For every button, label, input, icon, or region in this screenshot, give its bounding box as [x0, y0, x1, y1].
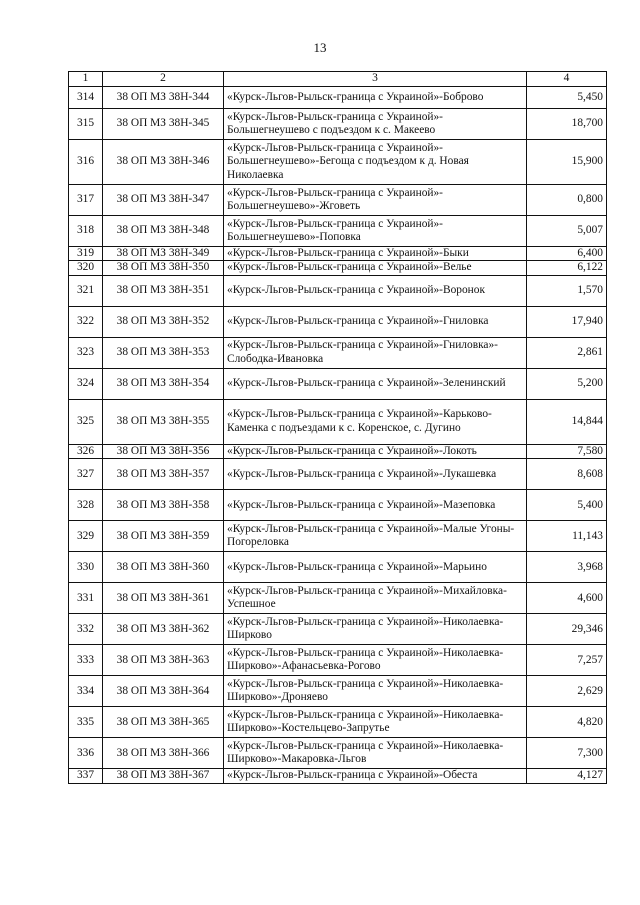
row-number: 319 — [69, 247, 103, 261]
road-length: 5,400 — [527, 490, 607, 521]
header-row — [69, 72, 607, 87]
road-name: «Курск-Льгов-Рыльск-граница с Украиной»-Николаевка-Ширково»-Афанасьевка-Рогово — [224, 645, 527, 676]
row-number: 314 — [69, 87, 103, 109]
table-row — [69, 645, 607, 676]
road-name: «Курск-Льгов-Рыльск-граница с Украиной»-Николаевка-Ширково»-Костельцево-Запрутье — [224, 707, 527, 738]
table-row — [69, 216, 607, 247]
road-length: 4,127 — [527, 769, 607, 783]
road-name: «Курск-Льгов-Рыльск-граница с Украиной»-Большегнеушево»-Жговеть — [224, 185, 527, 216]
road-code: 38 ОП МЗ 38Н-349 — [103, 247, 224, 261]
road-code: 38 ОП МЗ 38Н-350 — [103, 261, 224, 275]
road-code: 38 ОП МЗ 38Н-354 — [103, 368, 224, 399]
road-name: «Курск-Льгов-Рыльск-граница с Украиной»-Велье — [224, 261, 527, 275]
table-row — [69, 261, 607, 275]
header-col-4: 4 — [527, 72, 607, 87]
road-code: 38 ОП МЗ 38Н-353 — [103, 337, 224, 368]
row-number: 321 — [69, 275, 103, 306]
road-name: «Курск-Льгов-Рыльск-граница с Украиной»-Николаевка-Ширково»-Макаровка-Льгов — [224, 738, 527, 769]
row-number: 322 — [69, 306, 103, 337]
road-length: 1,570 — [527, 275, 607, 306]
header-col-3: 3 — [224, 72, 527, 87]
road-name: «Курск-Льгов-Рыльск-граница с Украиной»-Николаевка-Ширково — [224, 614, 527, 645]
table-row — [69, 399, 607, 444]
road-length: 3,968 — [527, 552, 607, 583]
road-length: 6,122 — [527, 261, 607, 275]
road-name: «Курск-Льгов-Рыльск-граница с Украиной»-Лукашевка — [224, 459, 527, 490]
road-code: 38 ОП МЗ 38Н-364 — [103, 676, 224, 707]
row-number: 335 — [69, 707, 103, 738]
road-length: 7,257 — [527, 645, 607, 676]
road-name: «Курск-Льгов-Рыльск-граница с Украиной»-Большегнеушево с подъездом к с. Макеево — [224, 109, 527, 140]
road-code: 38 ОП МЗ 38Н-362 — [103, 614, 224, 645]
road-code: 38 ОП МЗ 38Н-347 — [103, 185, 224, 216]
road-name: «Курск-Льгов-Рыльск-граница с Украиной»-Воронок — [224, 275, 527, 306]
road-code: 38 ОП МЗ 38Н-365 — [103, 707, 224, 738]
row-number: 326 — [69, 444, 103, 458]
table-row — [69, 444, 607, 458]
row-number: 337 — [69, 769, 103, 783]
road-length: 7,580 — [527, 444, 607, 458]
table-row — [69, 707, 607, 738]
table-row — [69, 87, 607, 109]
road-name: «Курск-Льгов-Рыльск-граница с Украиной»-Марьино — [224, 552, 527, 583]
header-col-1: 1 — [69, 72, 103, 87]
table-header — [69, 72, 607, 87]
table-row — [69, 109, 607, 140]
road-name: «Курск-Льгов-Рыльск-граница с Украиной»-Карьково-Каменка с подъездами к с. Коренское, с. Дугино — [224, 399, 527, 444]
road-length: 15,900 — [527, 140, 607, 185]
road-length: 14,844 — [527, 399, 607, 444]
road-code: 38 ОП МЗ 38Н-344 — [103, 87, 224, 109]
table-row — [69, 185, 607, 216]
road-name: «Курск-Льгов-Рыльск-граница с Украиной»-Локоть — [224, 444, 527, 458]
row-number: 333 — [69, 645, 103, 676]
row-number: 334 — [69, 676, 103, 707]
row-number: 320 — [69, 261, 103, 275]
road-name: «Курск-Льгов-Рыльск-граница с Украиной»-Малые Угоны-Погореловка — [224, 521, 527, 552]
road-code: 38 ОП МЗ 38Н-348 — [103, 216, 224, 247]
road-name: «Курск-Льгов-Рыльск-граница с Украиной»-Гниловка — [224, 306, 527, 337]
road-length: 7,300 — [527, 738, 607, 769]
road-length: 5,450 — [527, 87, 607, 109]
row-number: 317 — [69, 185, 103, 216]
row-number: 315 — [69, 109, 103, 140]
table-row — [69, 275, 607, 306]
row-number: 325 — [69, 399, 103, 444]
road-name: «Курск-Льгов-Рыльск-граница с Украиной»-Быки — [224, 247, 527, 261]
table-row — [69, 769, 607, 783]
row-number: 316 — [69, 140, 103, 185]
road-code: 38 ОП МЗ 38Н-357 — [103, 459, 224, 490]
road-code: 38 ОП МЗ 38Н-352 — [103, 306, 224, 337]
road-code: 38 ОП МЗ 38Н-361 — [103, 583, 224, 614]
road-length: 4,820 — [527, 707, 607, 738]
row-number: 324 — [69, 368, 103, 399]
road-code: 38 ОП МЗ 38Н-356 — [103, 444, 224, 458]
road-length: 5,007 — [527, 216, 607, 247]
road-length: 2,629 — [527, 676, 607, 707]
table-body — [69, 87, 607, 784]
road-length: 17,940 — [527, 306, 607, 337]
road-length: 4,600 — [527, 583, 607, 614]
table-row — [69, 306, 607, 337]
road-name: «Курск-Льгов-Рыльск-граница с Украиной»-Обеста — [224, 769, 527, 783]
road-code: 38 ОП МЗ 38Н-355 — [103, 399, 224, 444]
table-row — [69, 676, 607, 707]
row-number: 331 — [69, 583, 103, 614]
table-row — [69, 738, 607, 769]
table-row — [69, 521, 607, 552]
road-code: 38 ОП МЗ 38Н-366 — [103, 738, 224, 769]
road-code: 38 ОП МЗ 38Н-345 — [103, 109, 224, 140]
table-row — [69, 459, 607, 490]
roads-table — [68, 71, 607, 784]
row-number: 318 — [69, 216, 103, 247]
road-code: 38 ОП МЗ 38Н-358 — [103, 490, 224, 521]
road-code: 38 ОП МЗ 38Н-367 — [103, 769, 224, 783]
row-number: 328 — [69, 490, 103, 521]
row-number: 327 — [69, 459, 103, 490]
table-row — [69, 552, 607, 583]
road-length: 18,700 — [527, 109, 607, 140]
road-length: 0,800 — [527, 185, 607, 216]
header-col-2: 2 — [103, 72, 224, 87]
table-row — [69, 247, 607, 261]
table-row — [69, 583, 607, 614]
row-number: 329 — [69, 521, 103, 552]
page-number: 13 — [313, 40, 327, 55]
table-row — [69, 140, 607, 185]
road-length: 2,861 — [527, 337, 607, 368]
road-code: 38 ОП МЗ 38Н-360 — [103, 552, 224, 583]
road-code: 38 ОП МЗ 38Н-363 — [103, 645, 224, 676]
road-code: 38 ОП МЗ 38Н-351 — [103, 275, 224, 306]
road-name: «Курск-Льгов-Рыльск-граница с Украиной»-Большегнеушево»-Бегоща с подъездом к д. Новая Николаевка — [224, 140, 527, 185]
road-length: 29,346 — [527, 614, 607, 645]
row-number: 330 — [69, 552, 103, 583]
road-name: «Курск-Льгов-Рыльск-граница с Украиной»-Николаевка-Ширково»-Дроняево — [224, 676, 527, 707]
road-length: 8,608 — [527, 459, 607, 490]
road-length: 11,143 — [527, 521, 607, 552]
table-row — [69, 368, 607, 399]
road-name: «Курск-Льгов-Рыльск-граница с Украиной»-Гниловка»-Слободка-Ивановка — [224, 337, 527, 368]
row-number: 332 — [69, 614, 103, 645]
table-row — [69, 614, 607, 645]
road-name: «Курск-Льгов-Рыльск-граница с Украиной»-Зеленинский — [224, 368, 527, 399]
road-name: «Курск-Льгов-Рыльск-граница с Украиной»-Михайловка-Успешное — [224, 583, 527, 614]
road-length: 5,200 — [527, 368, 607, 399]
road-code: 38 ОП МЗ 38Н-346 — [103, 140, 224, 185]
row-number: 323 — [69, 337, 103, 368]
road-code: 38 ОП МЗ 38Н-359 — [103, 521, 224, 552]
road-name: «Курск-Льгов-Рыльск-граница с Украиной»-Боброво — [224, 87, 527, 109]
row-number: 336 — [69, 738, 103, 769]
table-row — [69, 490, 607, 521]
road-length: 6,400 — [527, 247, 607, 261]
road-name: «Курск-Льгов-Рыльск-граница с Украиной»-Большегнеушево»-Поповка — [224, 216, 527, 247]
table-row — [69, 337, 607, 368]
road-name: «Курск-Льгов-Рыльск-граница с Украиной»-Мазеповка — [224, 490, 527, 521]
